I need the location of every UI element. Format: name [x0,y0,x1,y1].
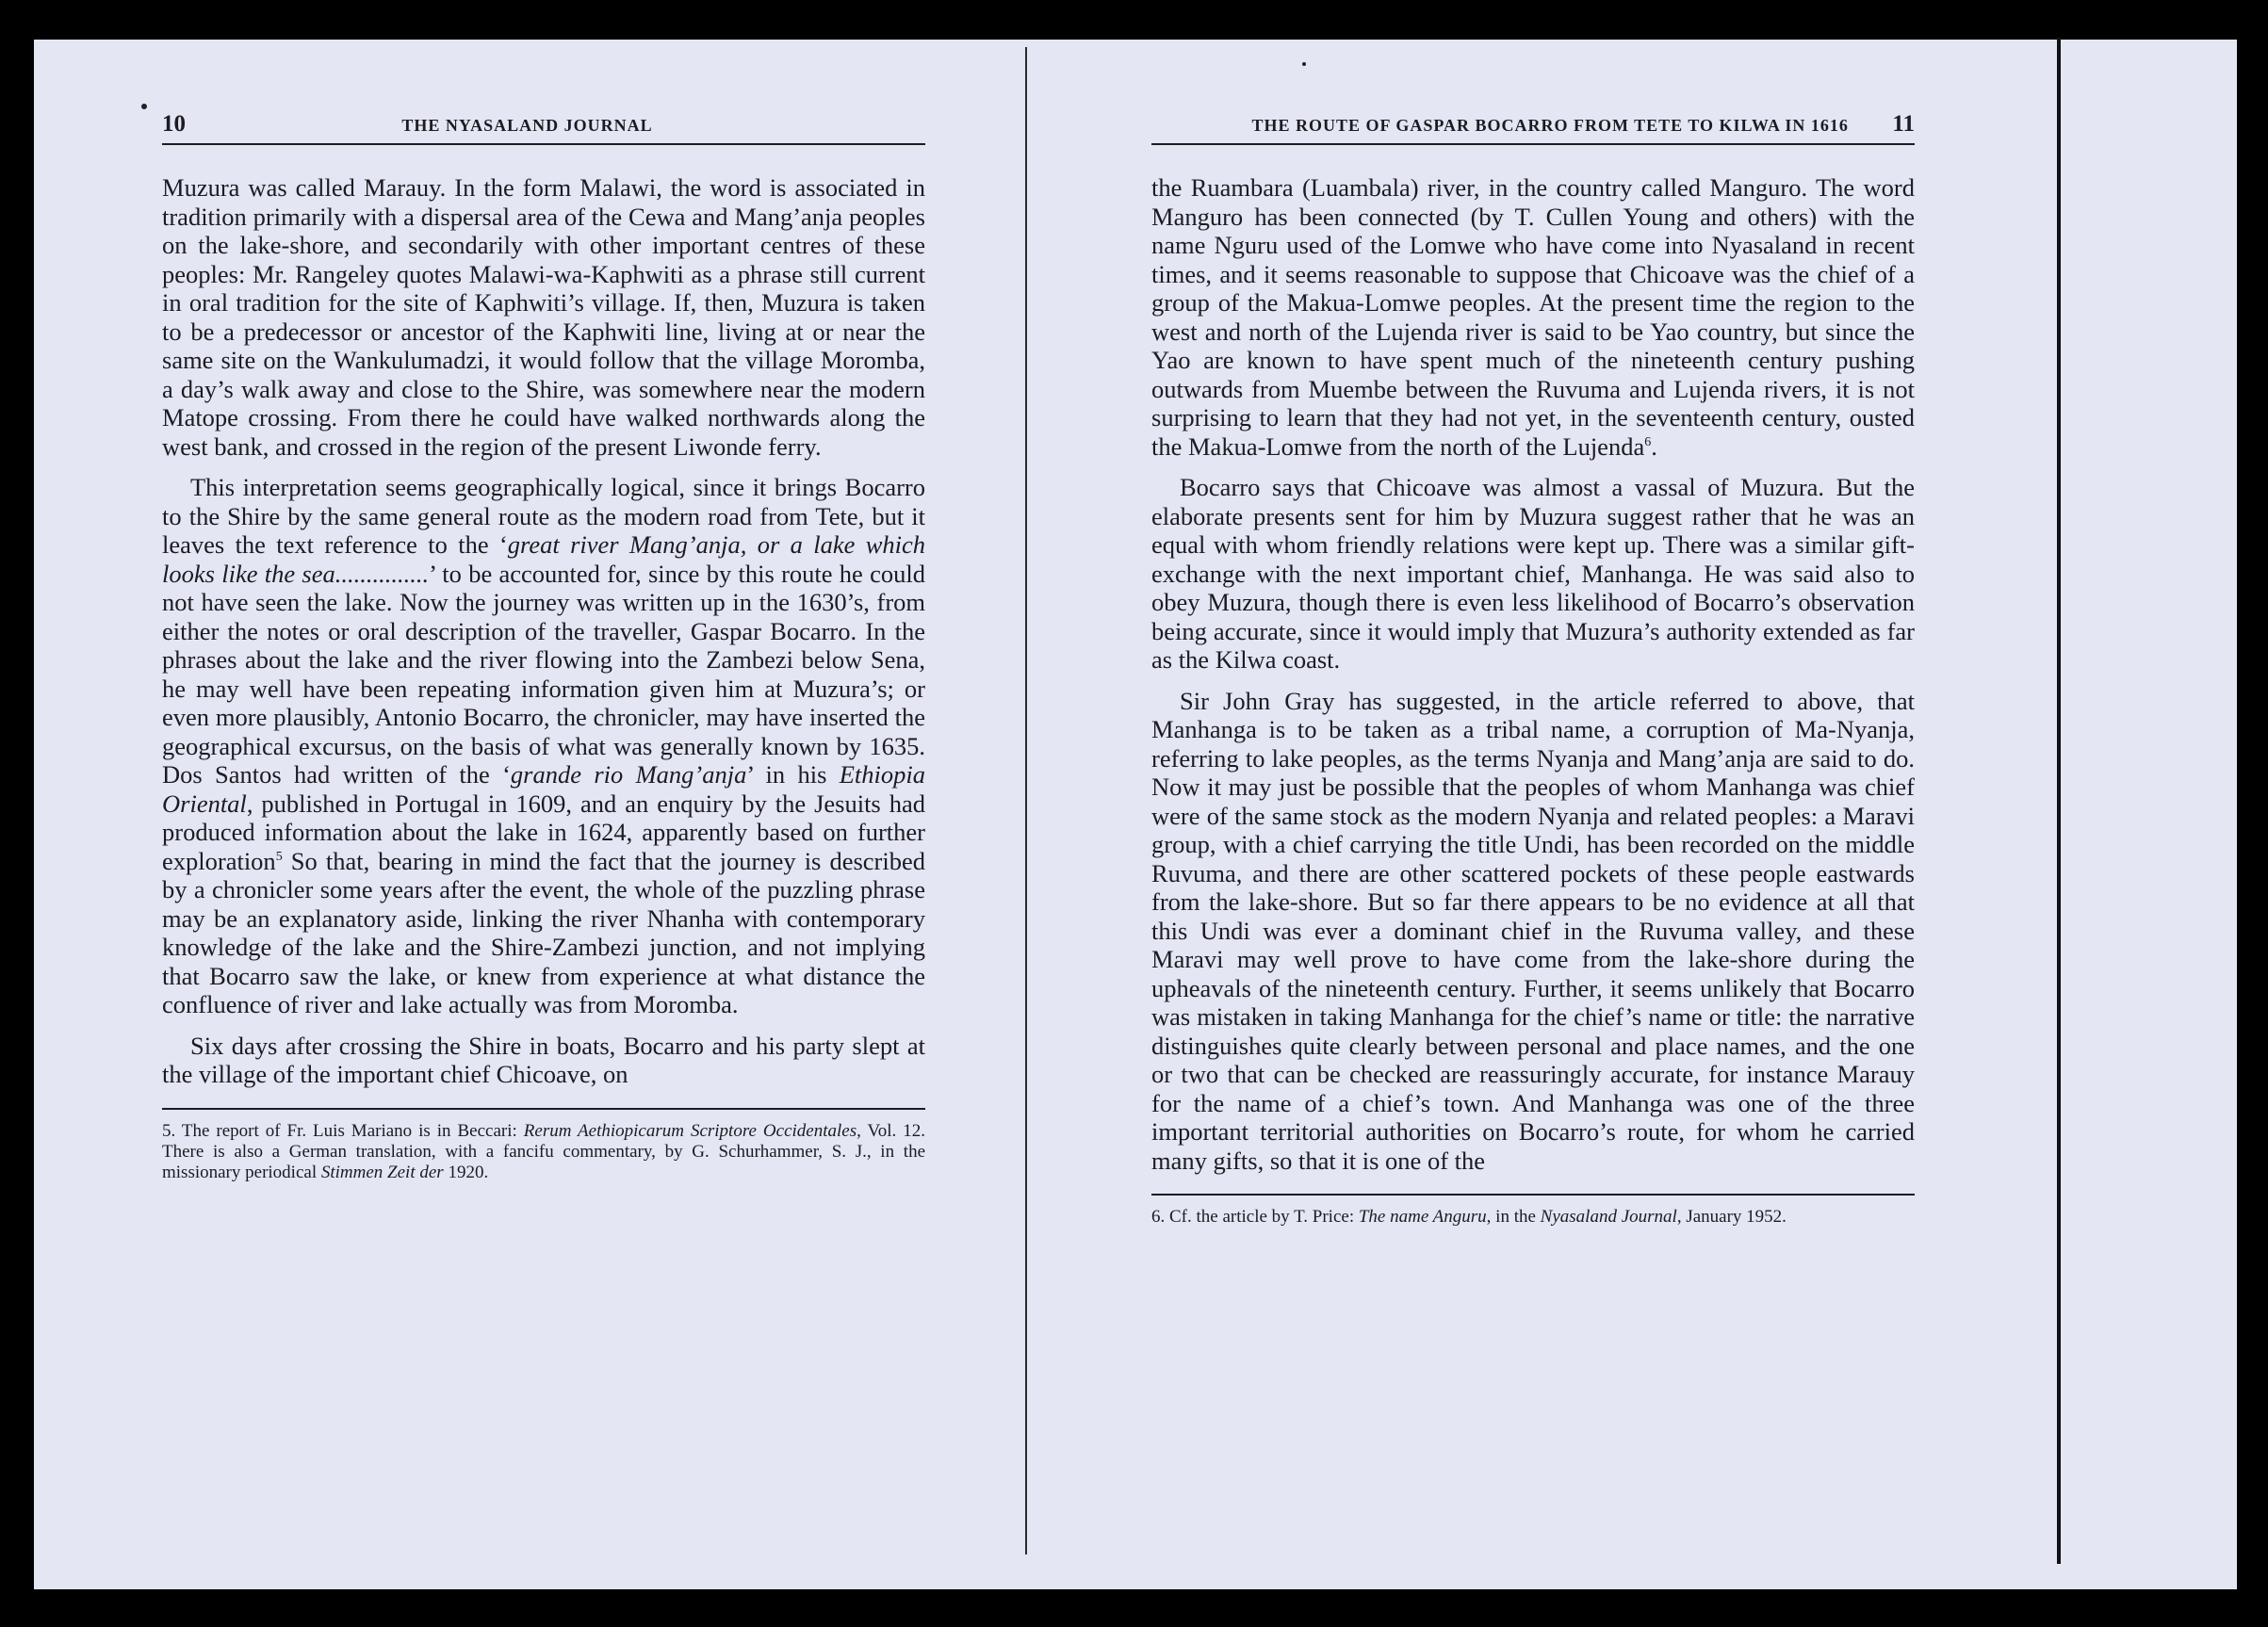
running-head: THE ROUTE OF GASPAR BOCARRO FROM TETE TO KILWA IN 1616 [1251,116,1849,135]
paragraph: Bocarro says that Chicoave was almost a vassal of Muzura. But the elaborate presents sent for him by Muzura suggest rather that he was an equal with whom friendly relations were kept up. There was a similar gift-exchange with the next important chief, Manhanga. He was said also to obey Muzura, though there is even less likelihood of Bocarro’s observation being accurate, since it would imply that Muzura’s authority extended as far as the Kilwa coast. [1151,473,1915,674]
footnote-ref: 5 [275,849,283,864]
paragraph: This interpretation seems geographically logical, since it brings Bocarro to the Shire by the same general route as the modern road from Tete, but it leaves the text reference to the ‘great river Mang’anja, or a lake which looks like the sea...............’ to be accounted for, since by this route he could not have seen the lake. Now the journey was written up in the 1630’s, from either the notes or oral description of the traveller, Gaspar Bocarro. In the phrases about the lake and the river flowing into the Zambezi below Sena, he may well have been repeating information given him at Muzura’s; or even more plausibly, Antonio Bocarro, the chronicler, may have inserted the geographical excursus, on the basis of what was generally known by 1635. Dos Santos had written of the ‘grande rio Mang’anja’ in his Ethiopia Oriental, published in Portugal in 1609, and an enquiry by the Jesuits had produced information about the lake in 1624, apparently based on further exploration$^5$ So that, bearing in mind the fact that the journey is described by a chronicler some years after the event, the whole of the puzzling phrase may be an explanatory aside, linking the river Nhanha with contemporary knowledge of the lake and the Shire-Zambezi junction, and not implying that Bocarro saw the lake, or knew from experience at what distance the confluence of river and lake actually was from Moromba. [162,473,925,1018]
footnote-rule [1151,1194,1915,1196]
footnote: 6. Cf. the article by T. Price: The name Anguru, in the Nyasaland Journal, January 1952. [1151,1207,1787,1227]
page-edge-line [2057,38,2061,1564]
left-page-body [162,173,925,1089]
speck [1302,62,1306,66]
right-page-header [1151,111,1915,145]
right-page [1151,111,1915,1228]
right-page-body [1151,173,1915,1175]
speck [141,104,147,109]
paragraph: Sir John Gray has suggested, in the article referred to above, that Manhanga is to be taken as a tribal name, a corruption of Ma-Nyanja, referring to lake peoples, as the terms Nyanja and Mang’anja are said to do. Now it may just be possible that the peoples of whom Manhanga was chief were of the same stock as the modern Nyanja and related peoples: a Maravi group, with a chief carrying the title Undi, has been recorded on the middle Ruvuma, and there are other scattered pockets of these people eastwards from the lake-shore. But so far there appears to be no evidence at all that this Undi was ever a dominant chief in the Ruvuma valley, and these Maravi may well prove to have come from the lake-shore during the upheavals of the nineteenth century. Further, it seems unlikely that Bocarro was mistaken in taking Manhanga for the chief’s name or title: the narrative distinguishes quite clearly between personal and place names, and the one or two that can be checked are reassuringly accurate, for instance Marauy for the name of a chief’s town. And Manhanga was one of the three important territorial authorities on Bocarro’s route, for whom he carried many gifts, so that it is one of the [1151,686,1915,1175]
footnote: 5. The report of Fr. Luis Mariano is in Beccari: Rerum Aethiopicarum Scriptore Occidentales, Vol. 12. There is also a German translation, with a fancifu commentary, by G. Schurhammer, S. J., in the missionary periodical Stimmen Zeit der 1920. [162,1120,925,1182]
left-page [162,111,925,1183]
paragraph: Six days after crossing the Shire in boats, Bocarro and his party slept at the village of the important chief Chicoave, on [162,1031,925,1088]
page-number: 10 [162,111,186,137]
page-gutter [1025,47,1027,1554]
paragraph: the Ruambara (Luambala) river, in the country called Manguro. The word Manguro has been connected (by T. Cullen Young and others) with the name Nguru used of the Lomwe who have come into Nyasaland in recent times, and it seems reasonable to suppose that Chicoave was the chief of a group of the Makua-Lomwe peoples. At the present time the region to the west and north of the Lujenda river is said to be Yao country, but since the Yao are known to have spent much of the nineteenth century pushing outwards from Muembe between the Ruvuma and Lujenda rivers, it is not surprising to learn that they had not yet, in the seventeenth century, ousted the Makua-Lomwe from the north of the Lujenda$^6$. [1151,173,1915,461]
footnote-ref: 6 [1644,434,1652,449]
page-number: 11 [1892,111,1915,137]
running-head: THE NYASALAND JOURNAL [401,116,653,135]
paragraph: Muzura was called Marauy. In the form Malawi, the word is associated in tradition primarily with a dispersal area of the Cewa and Mang’anja peoples on the lake-shore, and secondarily with other important centres of these peoples: Mr. Rangeley quotes Malawi-wa-Kaphwiti as a phrase still current in oral tradition for the site of Kaphwiti’s village. If, then, Muzura is taken to be a predecessor or ancestor of the Kaphwiti line, living at or near the same site on the Wankulumadzi, it would follow that the village Moromba, a day’s walk away and close to the Shire, was somewhere near the modern Matope crossing. From there he could have walked northwards along the west bank, and crossed in the region of the present Liwonde ferry. [162,173,925,461]
footnote-rule [162,1108,925,1110]
left-page-header [162,111,925,145]
